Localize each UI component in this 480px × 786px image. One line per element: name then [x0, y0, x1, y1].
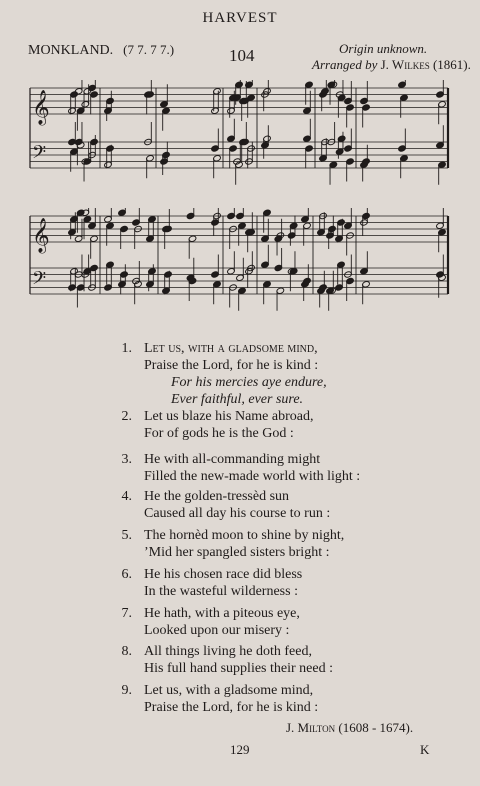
bass-clef-icon: 𝄢 [32, 268, 47, 294]
verse-line: The hornèd moon to shine by night, [144, 528, 345, 543]
verse-number: 4. [121, 489, 132, 504]
verse-line: ’Mid her spangled sisters bright : [144, 545, 330, 560]
arranger-credit [312, 57, 471, 73]
treble-clef-icon: 𝄞 [32, 90, 50, 125]
verse-number: 1. [121, 341, 132, 356]
tune-meter: (7 7. 7 7.) [123, 42, 175, 57]
verse-line: Looked upon our misery : [144, 623, 290, 638]
hymn-number: 104 [229, 46, 255, 65]
tune-origin: Origin unknown. [339, 41, 428, 56]
verse-line: Caused all day his course to run : [144, 506, 331, 521]
verse-line: He hath, with a piteous eye, [144, 606, 300, 621]
verse-number: 9. [121, 683, 132, 698]
score-svg [0, 208, 480, 320]
arranged-prefix: Arranged by [312, 57, 378, 72]
music-score-system-1 [0, 80, 480, 195]
verse-line: He his chosen race did bless [144, 567, 303, 582]
verse-line: He with all-commanding might [144, 452, 321, 467]
author-dates: (1608 - 1674). [338, 720, 414, 735]
verse-line: Filled the new-made world with light : [144, 469, 361, 484]
verse-line: Praise the Lord, for he is kind : [144, 358, 319, 373]
verse-line: In the wasteful wilderness : [144, 584, 298, 599]
author-name: J. Milton [286, 720, 336, 735]
refrain-line: Ever faithful, ever sure. [171, 392, 304, 407]
verse-number: 3. [121, 452, 132, 467]
verse-line: Let us blaze his Name abroad, [144, 409, 314, 424]
verse-line: All things living he doth feed, [144, 644, 312, 659]
verse-number: 6. [121, 567, 132, 582]
score-svg [0, 80, 480, 195]
verse-number: 2. [121, 409, 132, 424]
tune-name-text: MONKLAND. [28, 43, 114, 58]
treble-clef-icon: 𝄞 [32, 218, 50, 253]
verse-line: His full hand supplies their need : [144, 661, 333, 676]
arranger-year: (1861). [432, 57, 471, 72]
page-number: 129 [230, 742, 250, 757]
arranger-name: J. Wilkes [380, 57, 430, 72]
verse-line: Let us, with a gladsome mind, [144, 683, 314, 698]
bass-clef-icon: 𝄢 [32, 142, 47, 168]
verse-line: He the golden-tressèd sun [144, 489, 290, 504]
verse-number: 7. [121, 606, 132, 621]
tune-name [28, 42, 174, 59]
text-attribution [286, 720, 413, 736]
verse-number: 5. [121, 528, 132, 543]
verse-line: Praise the Lord, for he is kind : [144, 700, 319, 715]
signature-mark: K [420, 742, 430, 757]
verse-number: 8. [121, 644, 132, 659]
music-score-system-2 [0, 208, 480, 320]
verse-line: For of gods he is the God : [144, 426, 294, 441]
refrain-line: For his mercies aye endure, [171, 375, 327, 390]
verse-line: Let us, with a gladsome mind, [144, 341, 318, 356]
section-heading: HARVEST [202, 10, 278, 26]
